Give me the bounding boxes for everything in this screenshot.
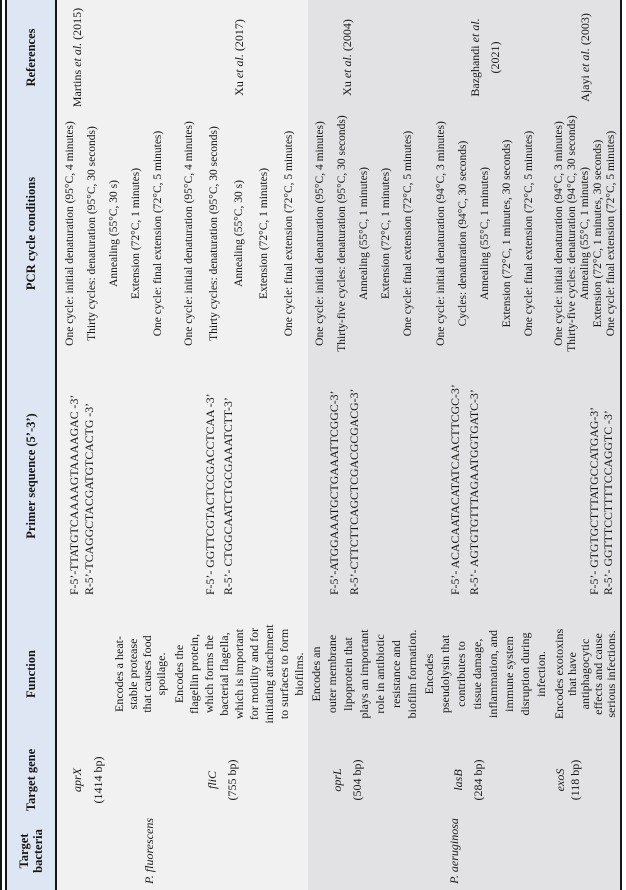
text-line: Encodes the <box>171 644 186 704</box>
text-line: Encodes an <box>309 646 323 702</box>
text-line: Extension (72°C, 1 minutes, 30 seconds) <box>591 139 604 328</box>
text-line: R-5’-TCAGGCTACGATGTCACTG -3’ <box>82 402 96 595</box>
text-line: R-5’-CTTCTTCAGCTCGACGCGACG-3’ <box>347 388 361 595</box>
gene-cell-exos <box>550 748 620 812</box>
text-line: Thirty-five cycles: denaturation (95°C, 30 seconds) <box>336 115 348 352</box>
text-line: One cycle: initial denaturation (94°C, 3 minutes) <box>435 121 447 346</box>
text-line: initiating attachment <box>261 624 276 724</box>
primer-cell-exos <box>550 352 620 600</box>
gene-name: aprX <box>70 768 84 792</box>
bacteria-cell-p-aeruginosa: P. aeruginosa <box>308 812 620 890</box>
gene-cell-lasb <box>420 748 550 812</box>
text-line: stable protease <box>126 638 140 710</box>
text-line: Ajayi et al. (2003) <box>578 13 592 102</box>
reference-cell-exos <box>550 0 620 115</box>
text-line: spoilage. <box>154 652 168 696</box>
primer-cell-oprl <box>308 352 420 600</box>
text-line: outer membrane <box>325 634 339 714</box>
text-line: One cycle: initial denaturation (94°C, 3 minutes) <box>552 121 565 346</box>
text-line: resistance and <box>389 640 403 708</box>
text-line: Thirty cycles: denaturation (95°C, 30 seconds) <box>85 126 98 341</box>
text-line: antiphagocytic <box>577 638 592 710</box>
text-line: Bazghandi et al. <box>468 18 482 97</box>
text-line: Annealing (55°C, 1 minutes) <box>358 167 370 300</box>
text-line: Martins et al. (2015) <box>70 7 84 108</box>
primer-cell-flic <box>170 352 308 600</box>
text-line: One cycle: final extension (72°C, 5 minutes) <box>402 130 414 337</box>
text-line: immune system <box>502 636 516 712</box>
text-line: plays an important <box>357 629 371 719</box>
bacteria-cell-p-fluorescens: P. fluorescens <box>57 812 308 890</box>
text-line: infection. <box>534 651 548 697</box>
text-line: Thirty-five cycles: denaturation (94°C, 30 seconds) <box>565 115 578 352</box>
amplicon-size: (118 bp) <box>568 759 582 801</box>
gene-name: oprL <box>330 768 344 792</box>
text-line: Extension (72°C, 1 minutes) <box>257 167 270 300</box>
text-line: One cycle: initial denaturation (95°C, 4 minutes) <box>182 121 195 346</box>
text-line: that causes food <box>140 635 154 713</box>
text-line: flagellin protein, <box>186 634 201 714</box>
text-line: F-5’- ACACAATACATATCAACTTCGC-3’ <box>448 384 462 595</box>
text-line: Encodes a heat- <box>112 636 126 712</box>
text-line: F-5’- GGTTCGTACTCCGACCTCAA -3’ <box>203 393 217 595</box>
reference-cell-oprl <box>308 0 420 115</box>
header-function: Function <box>7 600 57 748</box>
text-line: Xu et al. (2017) <box>232 19 246 96</box>
text-line: F-5’-ATGGAAATGCTGAAATTCGGC-3’ <box>327 390 341 595</box>
text-line: contributes to <box>454 641 468 707</box>
amplicon-size: (755 bp) <box>225 759 239 801</box>
text-line: lipoprotein that <box>341 637 355 711</box>
text-line: One cycle: final extension (72°C, 5 minutes) <box>523 130 535 337</box>
text-line: (2021) <box>488 41 502 74</box>
pcr-conditions-cell-flic <box>170 115 308 352</box>
pcr-conditions-cell-lasb <box>420 115 550 352</box>
text-line: R-5’- AGTGTGTTTAGAATGGTGATC-3’ <box>467 389 481 595</box>
text-line: pseudolysin that <box>438 634 452 714</box>
header-target-bacteria: Target bacteria <box>7 812 57 890</box>
gene-name: fliC <box>205 771 219 790</box>
text-line: biofilms. <box>291 652 306 696</box>
gene-cell-flic <box>170 748 308 812</box>
function-cell-flic <box>170 600 308 748</box>
text-line: Annealing (55°C, 1 minutes) <box>578 167 591 300</box>
primer-cell-lasb <box>420 352 550 600</box>
gene-name: lasB <box>451 769 465 791</box>
text-line: serious infections. <box>603 630 618 718</box>
gene-name: exoS <box>553 768 567 792</box>
text-line: F-5’-TTATGTCAAAAGTAAAAGAC -3’ <box>67 394 81 595</box>
text-line: disruption during <box>518 632 532 716</box>
function-cell-oprl <box>308 600 420 748</box>
header-target-gene: Target gene <box>7 748 57 812</box>
gene-cell-oprl <box>308 748 420 812</box>
text-line: R-5’- CTGGCAATCTGCGAAATCTT-3’ <box>221 397 235 595</box>
text-line: Extension (72°C, 1 minutes) <box>380 167 392 300</box>
pcr-conditions-cell-exos <box>550 115 620 352</box>
function-cell-lasb <box>420 600 550 748</box>
text-line: Annealing (55°C, 30 s) <box>232 180 245 287</box>
text-line: which forms the <box>201 635 216 713</box>
amplicon-size: (504 bp) <box>350 759 364 801</box>
text-line: role in antibiotic <box>373 634 387 714</box>
header-primer-sequence: Primer sequence (5’-3’) <box>7 352 57 600</box>
function-cell-exos <box>550 600 620 748</box>
text-line: that have <box>564 652 579 696</box>
text-line: Encodes <box>422 653 436 695</box>
pcr-conditions-cell-oprl <box>308 115 420 352</box>
text-line: Xu et al. (2004) <box>340 19 354 96</box>
reference-cell-aprx <box>57 0 170 115</box>
header-references: References <box>7 0 57 115</box>
text-line: biofilm formation. <box>405 629 419 719</box>
text-line: which is important <box>231 629 246 719</box>
text-line: Extension (72°C, 1 minutes) <box>129 167 142 300</box>
text-line: One cycle: final extension (72°C, 5 minutes) <box>151 130 164 337</box>
text-line: inflammation, and <box>486 630 500 718</box>
pcr-conditions-cell-aprx <box>57 115 170 352</box>
function-cell-aprx <box>57 600 170 748</box>
text-line: Annealing (55°C, 1 minutes) <box>479 167 491 300</box>
text-line: Cycles: denaturation (94°C, 30 seconds) <box>457 140 469 327</box>
header-pcr-cycle-conditions: PCR cycle conditions <box>7 115 57 352</box>
text-line: One cycle: final extension (72°C, 5 minutes) <box>282 130 295 337</box>
text-line: for motility and for <box>246 627 261 721</box>
text-line: F-5’- GTGTGCTTTATGCCATGAG-3’ <box>587 406 601 595</box>
amplicon-size: (284 bp) <box>471 759 485 801</box>
text-line: Annealing (55°C, 30 s) <box>107 180 120 287</box>
text-line: One cycle: initial denaturation (95°C, 4 minutes) <box>63 121 76 346</box>
text-line: Thirty cycles: denaturation (95°C, 30 seconds) <box>207 126 220 341</box>
text-line: One cycle: initial denaturation (95°C, 4 minutes) <box>314 121 326 346</box>
gene-cell-aprx <box>57 748 170 812</box>
text-line: One cycle: final extension (72°C, 5 minutes) <box>604 130 617 337</box>
text-line: R-5’- GGTTTCCTTTTCCAGGTC -3’ <box>601 410 615 595</box>
primer-cell-aprx <box>57 352 170 600</box>
amplicon-size: (1414 bp) <box>91 756 105 804</box>
text-line: Extension (72°C, 1 minutes, 30 seconds) <box>501 139 513 328</box>
text-line: bacterial flagella, <box>216 632 231 716</box>
reference-cell-lasb <box>420 0 550 115</box>
text-line: effects and cause <box>590 633 605 715</box>
text-line: to surfaces to form <box>276 628 291 720</box>
text-line: tissue damage, <box>470 638 484 710</box>
text-line: Encodes exotoxins <box>551 628 566 720</box>
reference-cell-flic <box>170 0 308 115</box>
